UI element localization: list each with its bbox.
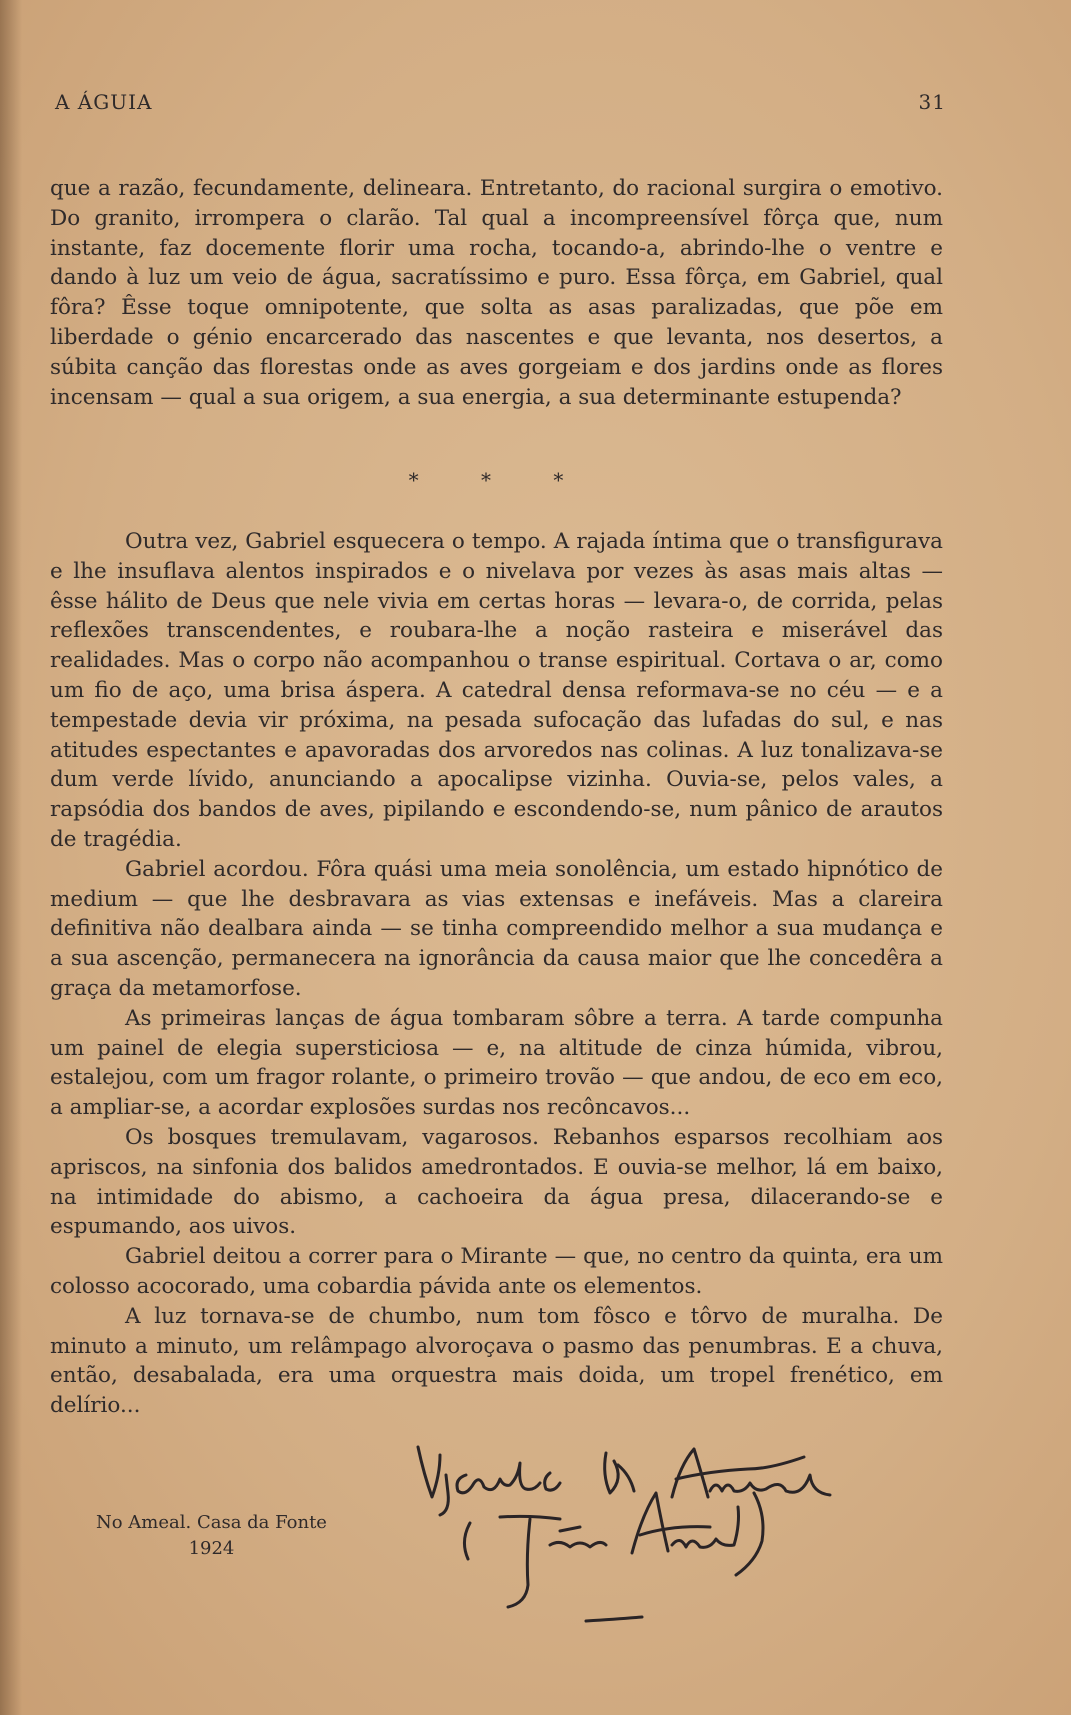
colophon	[96, 1510, 327, 1562]
running-head	[55, 90, 946, 114]
journal-title: A ÁGUIA	[55, 90, 153, 114]
page-number: 31	[918, 90, 946, 114]
section-separator: * * *	[408, 468, 592, 492]
colophon-place: No Ameal. Casa da Fonte	[96, 1512, 327, 1533]
colophon-year: 1924	[188, 1538, 235, 1559]
signature-drawing	[410, 1435, 930, 1635]
paragraph: que a razão, fecundamente, delineara. Entretanto, do racional surgira o emotivo. Do granito, irrompera o clarão. Tal qual a incompreensível fôrça que, num instante, faz docemente florir uma rocha, tocando-a, abrindo-lhe o ventre e dando à luz um veio de água, sacratíssimo e puro. Essa fôrça, em Gabriel, qual fôra? Êsse toque omnipotente, que solta as asas paralizadas, que põe em liberdade o génio encarcerado das nascentes e que levanta, nos desertos, a súbita canção das florestas onde as aves gorgeiam e dos jardins onde as flores incensam — qual a sua origem, a sua energia, a sua determinante estupenda?	[50, 176, 943, 410]
paragraph: Gabriel acordou. Fôra quási uma meia sonolência, um estado hipnótico de medium — que lhe desbravara as vias extensas e inefáveis. Mas a clareira definitiva não dealbara ainda — se tinha compreendido melhor a sua mudança e a sua ascenção, permanecera na ignorância da causa maior que lhe concedêra a graça da metamorfose.	[50, 856, 943, 1001]
paragraph: Os bosques tremulavam, vagarosos. Rebanhos esparsos recolhiam aos apriscos, na sinfonia dos balidos amedrontados. E ouvia-se melhor, lá em baixo, na intimidade do abismo, a cachoeira da água presa, dilacerando-se e espumando, aos uivos.	[50, 1124, 943, 1240]
handwritten-signature	[410, 1435, 930, 1635]
paragraph: Gabriel deitou a correr para o Mirante — que, no centro da quinta, era um colosso acocorado, uma cobardia pávida ante os elementos.	[50, 1244, 943, 1299]
page-edge-shadow	[0, 0, 22, 1715]
paragraph: Outra vez, Gabriel esquecera o tempo. A rajada íntima que o transfigurava e lhe insuflava alentos inspirados e o nivelava por vezes às asas mais altas — êsse hálito de Deus que nele vivia em certas horas — levara-o, de corrida, pelas reflexões transcendentes, e roubara-lhe a noção rasteira e miserável das realidades. Mas o corpo não acompanhou o transe espiritual. Cortava o ar, como um fio de aço, uma brisa áspera. A catedral densa reformava-se no céu — e a tempestade devia vir próxima, na pesada sufocação das lufadas do sul, e nas atitudes espectantes e apavoradas dos arvoredos nas colinas. A luz tonalizava-se dum verde lívido, anunciando a apocalipse vizinha. Ouvia-se, pelos vales, a rapsódia dos bandos de aves, pipilando e escondendo-se, num pânico de arautos de tragédia.	[50, 529, 943, 852]
opening-text	[50, 174, 943, 412]
paragraph: As primeiras lanças de água tombaram sôbre a terra. A tarde compunha um painel de elegia supersticiosa — e, na altitude de cinza húmida, vibrou, estalejou, com um fragor rolante, o primeiro trovão — que andou, de eco em eco, a ampliar-se, a acordar explosões surdas nos recôncavos...	[50, 1005, 943, 1121]
main-text	[50, 527, 943, 1421]
paragraph: A luz tornava-se de chumbo, num tom fôsco e tôrvo de muralha. De minuto a minuto, um relâmpago alvoroçava o pasmo das penumbras. E a chuva, então, desabalada, era uma orquestra mais doida, um tropel frenético, em delírio...	[50, 1303, 943, 1419]
